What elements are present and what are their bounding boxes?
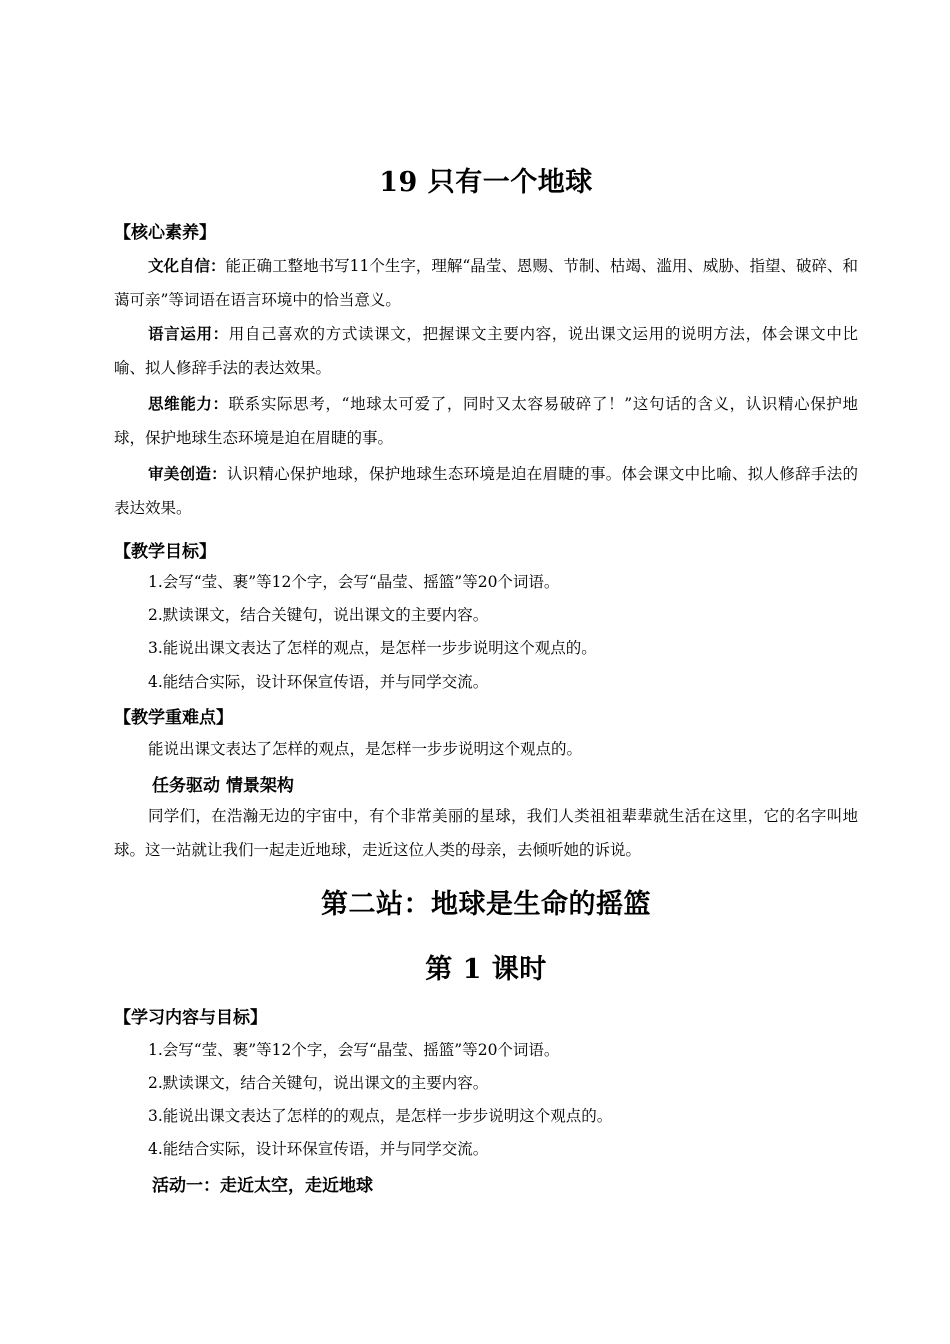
goal-item: 3.能说出课文表达了怎样的观点，是怎样一步步说明这个观点的。: [148, 639, 597, 657]
learning-item: 2.默读课文，结合关键句，说出课文的主要内容。: [148, 1074, 489, 1092]
learning-item: 4.能结合实际，设计环保宣传语，并与同学交流。: [148, 1140, 489, 1158]
core-item-label: 语言运用：: [148, 324, 229, 343]
document-title: 19 只有一个地球: [379, 167, 593, 198]
core-item-text: 用自己喜欢的方式读课文，把握课文主要内容，说出课文运用的说明方法，体会课文中比喻、拟人修辞手法的表达效果。: [114, 325, 858, 377]
learning-item: 3.能说出课文表达了怎样的的观点，是怎样一步步说明这个观点的。: [148, 1107, 613, 1125]
core-item-text: 联系实际思考，“地球太可爱了，同时又太容易破碎了！”这句话的含义，认识精心保护地球，保护地球生态环境是迫在眉睫的事。: [114, 395, 858, 447]
core-item-text: 认识精心保护地球，保护地球生态环境是迫在眉睫的事。体会课文中比喻、拟人修辞手法的表达效果。: [114, 465, 858, 517]
learning-heading: 【学习内容与目标】: [114, 1008, 267, 1028]
learning-item: 1.会写“莹、裹”等12个字，会写“晶莹、摇篮”等20个词语。: [148, 1041, 560, 1059]
core-item-text: 能正确工整地书写11个生字，理解“晶莹、恩赐、节制、枯竭、滥用、威胁、指望、破碎、和蔼可亲”等词语在语言环境中的恰当意义。: [114, 257, 858, 309]
goal-item: 2.默读课文，结合关键句，说出课文的主要内容。: [148, 606, 489, 624]
goal-item: 4.能结合实际，设计环保宣传语，并与同学交流。: [148, 673, 489, 691]
core-item-label: 思维能力：: [148, 394, 229, 413]
core-item-label: 文化自信：: [148, 256, 226, 275]
core-item-label: 审美创造：: [148, 464, 227, 483]
keypoints-text: 能说出课文表达了怎样的观点，是怎样一步步说明这个观点的。: [148, 740, 583, 758]
core-item-aesthetic: [114, 457, 858, 525]
keypoints-heading: 【教学重难点】: [114, 708, 233, 728]
lesson-title: 第 1 课时: [425, 954, 547, 985]
goals-heading: 【教学目标】: [114, 542, 216, 562]
goal-item: 1.会写“莹、裹”等12个字，会写“晶莹、摇篮”等20个词语。: [148, 573, 560, 591]
task-text: 同学们，在浩瀚无边的宇宙中，有个非常美丽的星球，我们人类祖祖辈辈就生活在这里，它的名字叫地球。这一站就让我们一起走近地球，走近这位人类的母亲，去倾听她的诉说。: [114, 807, 858, 859]
core-item-culture: [114, 249, 858, 317]
station-title: 第二站：地球是生命的摇篮: [321, 889, 651, 920]
core-item-thinking: [114, 387, 858, 455]
core-item-language: [114, 317, 858, 385]
core-heading: 【核心素养】: [114, 223, 216, 243]
task-heading: 任务驱动 情景架构: [152, 776, 294, 796]
activity-title: 活动一：走近太空，走近地球: [152, 1176, 373, 1196]
